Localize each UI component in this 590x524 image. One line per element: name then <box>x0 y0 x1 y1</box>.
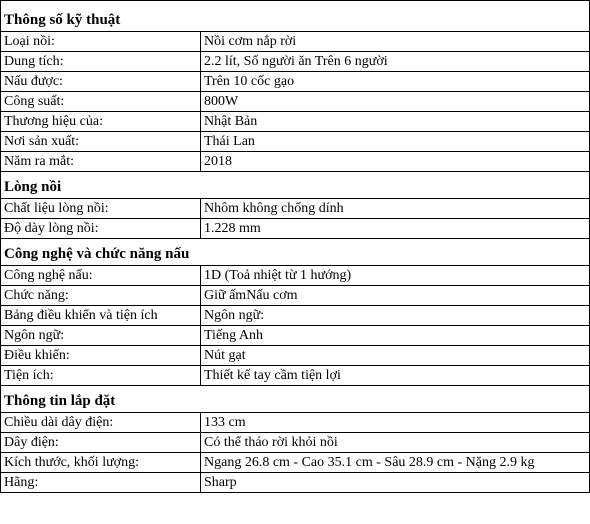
spec-label: Hãng: <box>1 473 201 493</box>
spec-label: Bảng điều khiển và tiện ích <box>1 306 201 326</box>
table-row <box>1 112 590 132</box>
spec-label: Năm ra mắt: <box>1 152 201 172</box>
spec-value: Có thể tháo rời khỏi nồi <box>201 433 590 453</box>
spec-value: Thái Lan <box>201 132 590 152</box>
spec-value: Nồi cơm nắp rời <box>201 32 590 52</box>
section-header-row <box>1 1 590 32</box>
spec-label: Công suất: <box>1 92 201 112</box>
table-row <box>1 306 590 326</box>
spec-value: Tiếng Anh <box>201 326 590 346</box>
table-row <box>1 72 590 92</box>
table-row <box>1 413 590 433</box>
section-title: Thông tin lắp đặt <box>1 386 590 413</box>
table-row <box>1 433 590 453</box>
table-row <box>1 286 590 306</box>
table-row <box>1 453 590 473</box>
spec-label: Dung tích: <box>1 52 201 72</box>
spec-label: Công nghệ nấu: <box>1 266 201 286</box>
spec-value: 1D (Toả nhiệt từ 1 hướng) <box>201 266 590 286</box>
spec-value: Trên 10 cốc gạo <box>201 72 590 92</box>
spec-label: Chức năng: <box>1 286 201 306</box>
section-header-row <box>1 239 590 266</box>
spec-label: Độ dày lòng nồi: <box>1 219 201 239</box>
spec-value: Nhôm không chống dính <box>201 199 590 219</box>
table-row <box>1 219 590 239</box>
section-title: Thông số kỹ thuật <box>1 1 590 32</box>
spec-value: Thiết kế tay cầm tiện lợi <box>201 366 590 386</box>
spec-value: Nút gạt <box>201 346 590 366</box>
spec-label: Ngôn ngữ: <box>1 326 201 346</box>
spec-value: 133 cm <box>201 413 590 433</box>
spec-value: 2018 <box>201 152 590 172</box>
table-row <box>1 366 590 386</box>
spec-label: Thương hiệu của: <box>1 112 201 132</box>
spec-label: Loại nồi: <box>1 32 201 52</box>
spec-value: Giữ ấmNấu cơm <box>201 286 590 306</box>
table-row <box>1 152 590 172</box>
spec-table-body <box>1 1 590 493</box>
spec-label: Kích thước, khối lượng: <box>1 453 201 473</box>
table-row <box>1 52 590 72</box>
spec-label: Chất liệu lòng nồi: <box>1 199 201 219</box>
table-row <box>1 92 590 112</box>
spec-label: Nơi sản xuất: <box>1 132 201 152</box>
spec-label: Dây điện: <box>1 433 201 453</box>
table-row <box>1 32 590 52</box>
section-header-row <box>1 172 590 199</box>
table-row <box>1 346 590 366</box>
spec-value: 800W <box>201 92 590 112</box>
spec-value: Ngôn ngữ: <box>201 306 590 326</box>
spec-value: 1.228 mm <box>201 219 590 239</box>
spec-label: Tiện ích: <box>1 366 201 386</box>
table-row <box>1 266 590 286</box>
section-header-row <box>1 386 590 413</box>
spec-label: Điều khiển: <box>1 346 201 366</box>
spec-value: 2.2 lít, Số người ăn Trên 6 người <box>201 52 590 72</box>
table-row <box>1 473 590 493</box>
spec-value: Ngang 26.8 cm - Cao 35.1 cm - Sâu 28.9 cm - Nặng 2.9 kg <box>201 453 590 473</box>
table-row <box>1 199 590 219</box>
spec-label: Chiều dài dây điện: <box>1 413 201 433</box>
spec-label: Nấu được: <box>1 72 201 92</box>
spec-value: Nhật Bản <box>201 112 590 132</box>
spec-value: Sharp <box>201 473 590 493</box>
section-title: Công nghệ và chức năng nấu <box>1 239 590 266</box>
table-row <box>1 132 590 152</box>
section-title: Lòng nồi <box>1 172 590 199</box>
table-row <box>1 326 590 346</box>
